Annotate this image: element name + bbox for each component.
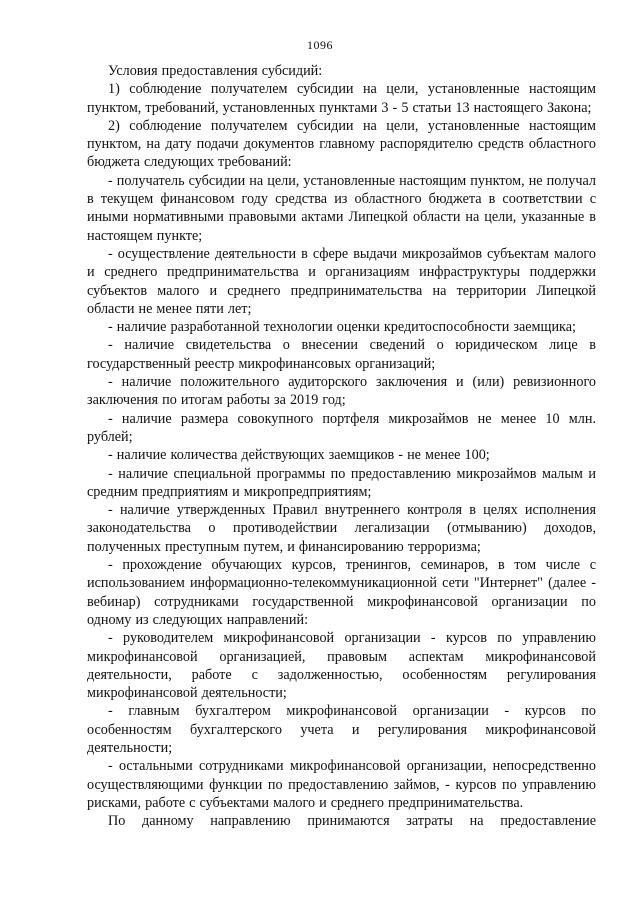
paragraph-requirement-training: - прохождение обучающих курсов, тренингов, семинаров, в том числе с использованием информационно-телекоммуникационной сети "Интернет" (далее - вебинар) сотрудниками государственной микрофинансовой организации по одному из следующих направлений:	[87, 557, 596, 628]
paragraph-requirement-credit-technology: - наличие разработанной технологии оценки кредитоспособности заемщика;	[108, 319, 576, 336]
paragraph-costs-accepted: По данному направлению принимаются затраты на предоставление	[108, 813, 596, 830]
paragraph-requirement-internal-control: - наличие утвержденных Правил внутреннего контроля в целях исполнения законодательства о противодействии легализации (отмыванию) доходов, полученных преступным путем, и финансированию терроризма;	[87, 502, 596, 555]
paragraph-condition-2: 2) соблюдение получателем субсидии на цели, установленные настоящим пунктом, на дату подачи документов главному распорядителю средств областного бюджета следующих требований:	[87, 117, 596, 171]
paragraph-training-accountant: - главным бухгалтером микрофинансовой организации - курсов по особенностям бухгалтерского учета и регулирования микрофинансовой деятельности;	[87, 703, 596, 756]
document-body	[87, 62, 596, 830]
paragraph-subsidy-conditions-heading: Условия предоставления субсидий:	[108, 63, 323, 79]
paragraph-training-director: - руководителем микрофинансовой организации - курсов по управлению микрофинансовой организацией, правовым аспектам микрофинансовой деятельности, работе с задолженностью, особенностям регулирования микрофинансовой деятельности;	[87, 630, 596, 702]
paragraph-requirement-borrower-count: - наличие количества действующих заемщиков - не менее 100;	[108, 447, 490, 464]
paragraph-training-staff: - остальными сотрудниками микрофинансовой организации, непосредственно осуществляющими функции по предоставлению займов, - курсов по управлению рисками, работе с субъектами малого и среднего предпринимательства.	[87, 758, 596, 811]
page-number: 1096	[307, 38, 333, 52]
paragraph-requirement-audit-report: - наличие положительного аудиторского заключения и (или) ревизионного заключения по итогам работы за 2019 год;	[87, 374, 596, 409]
paragraph-requirement-special-program: - наличие специальной программы по предоставлению микрозаймов малым и средним предприятиям и микропредприятиям;	[87, 465, 596, 500]
paragraph-requirement-no-other-funds: - получатель субсидии на цели, установленные настоящим пунктом, не получал в текущем финансовом году средства из областного бюджета в соответствии с иными нормативными правовыми актами Липецкой области на цели, указанные в настоящем пункте;	[87, 172, 596, 244]
paragraph-condition-1: 1) соблюдение получателем субсидии на цели, установленные настоящим пунктом, требований, установленных пунктами 3 - 5 статьи 13 настоящего Закона;	[87, 81, 596, 116]
paragraph-requirement-microloan-activity: - осуществление деятельности в сфере выдачи микрозаймов субъектам малого и среднего предпринимательства и организациям инфраструктуры поддержки субъектов малого и среднего предпринимательства на территории Липецкой области не менее пяти лет;	[87, 245, 596, 317]
paragraph-requirement-portfolio-size: - наличие размера совокупного портфеля микрозаймов не менее 10 млн. рублей;	[87, 410, 596, 445]
paragraph-requirement-registry-certificate: - наличие свидетельства о внесении сведений о юридическом лице в государственный реестр микрофинансовых организаций;	[87, 337, 596, 372]
